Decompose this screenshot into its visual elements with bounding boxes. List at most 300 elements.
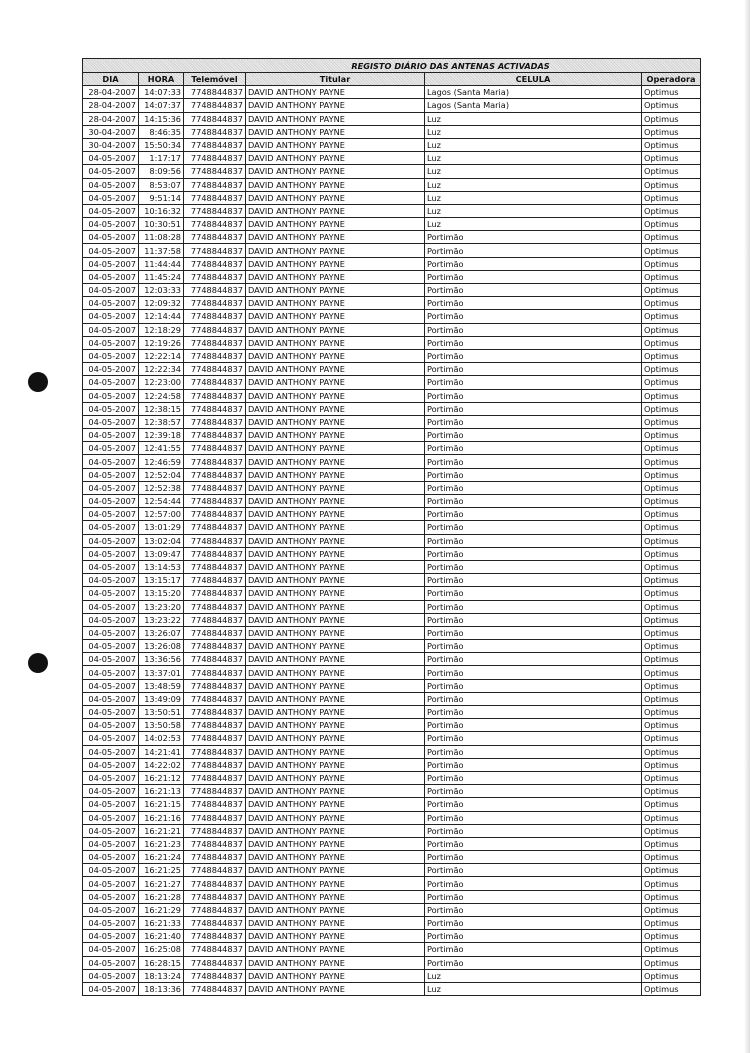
table-row: [83, 363, 701, 376]
cell-titular: DAVID ANTHONY PAYNE: [246, 86, 425, 99]
cell-celula: Portimão: [425, 402, 642, 415]
cell-hora: 13:02:04: [139, 534, 184, 547]
cell-titular: DAVID ANTHONY PAYNE: [246, 534, 425, 547]
table-row: [83, 890, 701, 903]
table-row: [83, 86, 701, 99]
cell-celula: Portimão: [425, 336, 642, 349]
cell-telemovel: 7748844837: [184, 125, 246, 138]
cell-telemovel: 7748844837: [184, 692, 246, 705]
cell-telemovel: 7748844837: [184, 851, 246, 864]
cell-hora: 11:45:24: [139, 270, 184, 283]
cell-operadora: Optimus: [642, 640, 701, 653]
cell-titular: DAVID ANTHONY PAYNE: [246, 719, 425, 732]
table-row: [83, 429, 701, 442]
cell-telemovel: 7748844837: [184, 574, 246, 587]
cell-titular: DAVID ANTHONY PAYNE: [246, 125, 425, 138]
cell-operadora: Optimus: [642, 560, 701, 573]
cell-titular: DAVID ANTHONY PAYNE: [246, 758, 425, 771]
cell-dia: 04-05-2007: [83, 363, 139, 376]
cell-operadora: Optimus: [642, 270, 701, 283]
cell-telemovel: 7748844837: [184, 811, 246, 824]
cell-dia: 04-05-2007: [83, 389, 139, 402]
cell-celula: Portimão: [425, 917, 642, 930]
cell-hora: 15:50:34: [139, 138, 184, 151]
cell-titular: DAVID ANTHONY PAYNE: [246, 982, 425, 995]
cell-operadora: Optimus: [642, 732, 701, 745]
cell-titular: DAVID ANTHONY PAYNE: [246, 969, 425, 982]
cell-dia: 04-05-2007: [83, 798, 139, 811]
cell-titular: DAVID ANTHONY PAYNE: [246, 956, 425, 969]
cell-telemovel: 7748844837: [184, 969, 246, 982]
cell-operadora: Optimus: [642, 534, 701, 547]
cell-telemovel: 7748844837: [184, 323, 246, 336]
cell-hora: 16:21:33: [139, 917, 184, 930]
cell-operadora: Optimus: [642, 824, 701, 837]
cell-hora: 12:54:44: [139, 495, 184, 508]
cell-operadora: Optimus: [642, 442, 701, 455]
cell-dia: 04-05-2007: [83, 560, 139, 573]
cell-telemovel: 7748844837: [184, 165, 246, 178]
cell-operadora: Optimus: [642, 982, 701, 995]
table-row: [83, 204, 701, 217]
col-header-telemovel: Telemóvel: [184, 73, 246, 86]
cell-titular: DAVID ANTHONY PAYNE: [246, 917, 425, 930]
cell-titular: DAVID ANTHONY PAYNE: [246, 257, 425, 270]
cell-operadora: Optimus: [642, 310, 701, 323]
cell-telemovel: 7748844837: [184, 257, 246, 270]
cell-hora: 13:15:20: [139, 587, 184, 600]
cell-hora: 12:38:15: [139, 402, 184, 415]
cell-titular: DAVID ANTHONY PAYNE: [246, 547, 425, 560]
cell-hora: 16:25:08: [139, 943, 184, 956]
cell-operadora: Optimus: [642, 719, 701, 732]
cell-telemovel: 7748844837: [184, 244, 246, 257]
cell-dia: 04-05-2007: [83, 231, 139, 244]
cell-hora: 10:30:51: [139, 218, 184, 231]
cell-telemovel: 7748844837: [184, 204, 246, 217]
cell-celula: Portimão: [425, 560, 642, 573]
cell-celula: Portimão: [425, 481, 642, 494]
cell-telemovel: 7748844837: [184, 481, 246, 494]
table-body: [83, 86, 701, 996]
table-row: [83, 534, 701, 547]
cell-operadora: Optimus: [642, 692, 701, 705]
cell-titular: DAVID ANTHONY PAYNE: [246, 679, 425, 692]
cell-celula: Portimão: [425, 297, 642, 310]
table-row: [83, 943, 701, 956]
cell-dia: 04-05-2007: [83, 284, 139, 297]
cell-hora: 12:39:18: [139, 429, 184, 442]
cell-telemovel: 7748844837: [184, 86, 246, 99]
cell-titular: DAVID ANTHONY PAYNE: [246, 864, 425, 877]
cell-titular: DAVID ANTHONY PAYNE: [246, 706, 425, 719]
cell-hora: 13:37:01: [139, 666, 184, 679]
cell-operadora: Optimus: [642, 468, 701, 481]
cell-operadora: Optimus: [642, 481, 701, 494]
cell-titular: DAVID ANTHONY PAYNE: [246, 270, 425, 283]
cell-titular: DAVID ANTHONY PAYNE: [246, 600, 425, 613]
cell-celula: Portimão: [425, 455, 642, 468]
cell-hora: 12:03:33: [139, 284, 184, 297]
table-row: [83, 811, 701, 824]
table-row: [83, 415, 701, 428]
cell-telemovel: 7748844837: [184, 837, 246, 850]
cell-titular: DAVID ANTHONY PAYNE: [246, 138, 425, 151]
cell-hora: 13:23:22: [139, 613, 184, 626]
cell-dia: 04-05-2007: [83, 890, 139, 903]
cell-dia: 04-05-2007: [83, 930, 139, 943]
cell-operadora: Optimus: [642, 837, 701, 850]
cell-telemovel: 7748844837: [184, 745, 246, 758]
cell-dia: 04-05-2007: [83, 244, 139, 257]
cell-telemovel: 7748844837: [184, 455, 246, 468]
cell-celula: Portimão: [425, 771, 642, 784]
table-row: [83, 442, 701, 455]
cell-titular: DAVID ANTHONY PAYNE: [246, 191, 425, 204]
cell-hora: 12:46:59: [139, 455, 184, 468]
cell-telemovel: 7748844837: [184, 547, 246, 560]
cell-celula: Portimão: [425, 732, 642, 745]
cell-telemovel: 7748844837: [184, 178, 246, 191]
cell-celula: Lagos (Santa Maria): [425, 99, 642, 112]
cell-titular: DAVID ANTHONY PAYNE: [246, 851, 425, 864]
cell-operadora: Optimus: [642, 679, 701, 692]
cell-telemovel: 7748844837: [184, 864, 246, 877]
cell-operadora: Optimus: [642, 666, 701, 679]
cell-titular: DAVID ANTHONY PAYNE: [246, 152, 425, 165]
cell-hora: 12:09:32: [139, 297, 184, 310]
cell-telemovel: 7748844837: [184, 758, 246, 771]
cell-hora: 16:21:24: [139, 851, 184, 864]
cell-titular: DAVID ANTHONY PAYNE: [246, 442, 425, 455]
cell-dia: 04-05-2007: [83, 204, 139, 217]
cell-telemovel: 7748844837: [184, 310, 246, 323]
cell-hora: 12:19:26: [139, 336, 184, 349]
cell-hora: 13:50:58: [139, 719, 184, 732]
cell-hora: 8:53:07: [139, 178, 184, 191]
cell-celula: Luz: [425, 204, 642, 217]
cell-celula: Portimão: [425, 574, 642, 587]
cell-celula: Portimão: [425, 758, 642, 771]
cell-operadora: Optimus: [642, 877, 701, 890]
cell-dia: 04-05-2007: [83, 903, 139, 916]
cell-celula: Portimão: [425, 837, 642, 850]
col-header-celula: CELULA: [425, 73, 642, 86]
cell-hora: 14:07:33: [139, 86, 184, 99]
cell-dia: 04-05-2007: [83, 956, 139, 969]
cell-operadora: Optimus: [642, 244, 701, 257]
cell-titular: DAVID ANTHONY PAYNE: [246, 613, 425, 626]
cell-dia: 04-05-2007: [83, 653, 139, 666]
cell-titular: DAVID ANTHONY PAYNE: [246, 890, 425, 903]
cell-hora: 12:57:00: [139, 508, 184, 521]
cell-titular: DAVID ANTHONY PAYNE: [246, 244, 425, 257]
table-row: [83, 402, 701, 415]
cell-celula: Portimão: [425, 429, 642, 442]
cell-telemovel: 7748844837: [184, 442, 246, 455]
table-row: [83, 719, 701, 732]
cell-telemovel: 7748844837: [184, 587, 246, 600]
cell-operadora: Optimus: [642, 191, 701, 204]
table-row: [83, 125, 701, 138]
cell-telemovel: 7748844837: [184, 336, 246, 349]
cell-dia: 28-04-2007: [83, 112, 139, 125]
cell-operadora: Optimus: [642, 864, 701, 877]
cell-telemovel: 7748844837: [184, 508, 246, 521]
cell-operadora: Optimus: [642, 178, 701, 191]
cell-dia: 04-05-2007: [83, 692, 139, 705]
cell-operadora: Optimus: [642, 969, 701, 982]
table-row: [83, 191, 701, 204]
cell-titular: DAVID ANTHONY PAYNE: [246, 231, 425, 244]
cell-hora: 14:15:36: [139, 112, 184, 125]
cell-dia: 04-05-2007: [83, 508, 139, 521]
cell-dia: 04-05-2007: [83, 218, 139, 231]
cell-dia: 04-05-2007: [83, 310, 139, 323]
cell-telemovel: 7748844837: [184, 521, 246, 534]
cell-operadora: Optimus: [642, 376, 701, 389]
cell-hora: 16:21:16: [139, 811, 184, 824]
col-header-titular: Titular: [246, 73, 425, 86]
cell-titular: DAVID ANTHONY PAYNE: [246, 574, 425, 587]
table-row: [83, 864, 701, 877]
cell-celula: Portimão: [425, 824, 642, 837]
cell-operadora: Optimus: [642, 284, 701, 297]
table-row: [83, 257, 701, 270]
cell-titular: DAVID ANTHONY PAYNE: [246, 692, 425, 705]
cell-dia: 04-05-2007: [83, 297, 139, 310]
cell-hora: 16:21:12: [139, 771, 184, 784]
cell-celula: Portimão: [425, 943, 642, 956]
cell-celula: Luz: [425, 138, 642, 151]
cell-hora: 13:26:08: [139, 640, 184, 653]
table-row: [83, 574, 701, 587]
cell-titular: DAVID ANTHONY PAYNE: [246, 99, 425, 112]
cell-titular: DAVID ANTHONY PAYNE: [246, 930, 425, 943]
cell-celula: Portimão: [425, 363, 642, 376]
cell-hora: 12:52:38: [139, 481, 184, 494]
cell-dia: 04-05-2007: [83, 547, 139, 560]
table-row: [83, 270, 701, 283]
table-row: [83, 218, 701, 231]
cell-dia: 04-05-2007: [83, 600, 139, 613]
cell-dia: 04-05-2007: [83, 165, 139, 178]
cell-titular: DAVID ANTHONY PAYNE: [246, 429, 425, 442]
cell-titular: DAVID ANTHONY PAYNE: [246, 521, 425, 534]
page-edge-shadow: [744, 0, 750, 1053]
cell-hora: 12:41:55: [139, 442, 184, 455]
cell-dia: 04-05-2007: [83, 429, 139, 442]
cell-telemovel: 7748844837: [184, 297, 246, 310]
table-title: REGISTO DIÁRIO DAS ANTENAS ACTIVADAS: [83, 59, 701, 73]
cell-telemovel: 7748844837: [184, 218, 246, 231]
cell-telemovel: 7748844837: [184, 402, 246, 415]
cell-titular: DAVID ANTHONY PAYNE: [246, 284, 425, 297]
table-row: [83, 99, 701, 112]
cell-operadora: Optimus: [642, 86, 701, 99]
cell-operadora: Optimus: [642, 152, 701, 165]
cell-telemovel: 7748844837: [184, 600, 246, 613]
cell-operadora: Optimus: [642, 415, 701, 428]
cell-hora: 18:13:24: [139, 969, 184, 982]
cell-telemovel: 7748844837: [184, 349, 246, 362]
cell-hora: 16:21:13: [139, 785, 184, 798]
cell-celula: Lagos (Santa Maria): [425, 86, 642, 99]
cell-celula: Portimão: [425, 706, 642, 719]
cell-dia: 04-05-2007: [83, 534, 139, 547]
table-row: [83, 930, 701, 943]
cell-hora: 12:22:14: [139, 349, 184, 362]
cell-dia: 04-05-2007: [83, 785, 139, 798]
cell-celula: Portimão: [425, 270, 642, 283]
cell-operadora: Optimus: [642, 521, 701, 534]
table-row: [83, 468, 701, 481]
cell-dia: 04-05-2007: [83, 758, 139, 771]
cell-titular: DAVID ANTHONY PAYNE: [246, 349, 425, 362]
cell-operadora: Optimus: [642, 943, 701, 956]
cell-celula: Portimão: [425, 798, 642, 811]
cell-titular: DAVID ANTHONY PAYNE: [246, 112, 425, 125]
cell-titular: DAVID ANTHONY PAYNE: [246, 178, 425, 191]
table-row: [83, 732, 701, 745]
cell-titular: DAVID ANTHONY PAYNE: [246, 336, 425, 349]
cell-celula: Luz: [425, 969, 642, 982]
cell-celula: Portimão: [425, 244, 642, 257]
table-row: [83, 336, 701, 349]
cell-dia: 04-05-2007: [83, 943, 139, 956]
cell-telemovel: 7748844837: [184, 719, 246, 732]
cell-telemovel: 7748844837: [184, 679, 246, 692]
cell-dia: 04-05-2007: [83, 481, 139, 494]
cell-celula: Portimão: [425, 495, 642, 508]
cell-operadora: Optimus: [642, 917, 701, 930]
table-row: [83, 323, 701, 336]
cell-celula: Portimão: [425, 547, 642, 560]
cell-celula: Portimão: [425, 653, 642, 666]
cell-titular: DAVID ANTHONY PAYNE: [246, 877, 425, 890]
table-row: [83, 112, 701, 125]
cell-celula: Luz: [425, 112, 642, 125]
cell-hora: 12:24:58: [139, 389, 184, 402]
table-row: [83, 547, 701, 560]
cell-dia: 04-05-2007: [83, 402, 139, 415]
cell-titular: DAVID ANTHONY PAYNE: [246, 785, 425, 798]
cell-operadora: Optimus: [642, 956, 701, 969]
cell-celula: Portimão: [425, 231, 642, 244]
cell-dia: 04-05-2007: [83, 732, 139, 745]
table-row: [83, 349, 701, 362]
cell-operadora: Optimus: [642, 204, 701, 217]
cell-operadora: Optimus: [642, 389, 701, 402]
table-row: [83, 178, 701, 191]
cell-telemovel: 7748844837: [184, 270, 246, 283]
table-row: [83, 231, 701, 244]
cell-operadora: Optimus: [642, 336, 701, 349]
table-row: [83, 903, 701, 916]
cell-dia: 04-05-2007: [83, 811, 139, 824]
cell-titular: DAVID ANTHONY PAYNE: [246, 468, 425, 481]
cell-telemovel: 7748844837: [184, 468, 246, 481]
cell-hora: 12:14:44: [139, 310, 184, 323]
cell-telemovel: 7748844837: [184, 706, 246, 719]
cell-titular: DAVID ANTHONY PAYNE: [246, 402, 425, 415]
cell-telemovel: 7748844837: [184, 191, 246, 204]
cell-hora: 16:21:28: [139, 890, 184, 903]
table-row: [83, 600, 701, 613]
cell-telemovel: 7748844837: [184, 785, 246, 798]
cell-dia: 04-05-2007: [83, 877, 139, 890]
cell-operadora: Optimus: [642, 930, 701, 943]
cell-telemovel: 7748844837: [184, 231, 246, 244]
cell-operadora: Optimus: [642, 218, 701, 231]
cell-telemovel: 7748844837: [184, 943, 246, 956]
cell-titular: DAVID ANTHONY PAYNE: [246, 943, 425, 956]
cell-dia: 04-05-2007: [83, 455, 139, 468]
table-row: [83, 389, 701, 402]
cell-telemovel: 7748844837: [184, 824, 246, 837]
cell-celula: Portimão: [425, 521, 642, 534]
cell-titular: DAVID ANTHONY PAYNE: [246, 389, 425, 402]
cell-dia: 04-05-2007: [83, 270, 139, 283]
cell-celula: Portimão: [425, 349, 642, 362]
cell-hora: 13:15:17: [139, 574, 184, 587]
cell-titular: DAVID ANTHONY PAYNE: [246, 376, 425, 389]
cell-hora: 14:02:53: [139, 732, 184, 745]
table-row: [83, 666, 701, 679]
cell-telemovel: 7748844837: [184, 389, 246, 402]
cell-operadora: Optimus: [642, 745, 701, 758]
cell-operadora: Optimus: [642, 890, 701, 903]
cell-titular: DAVID ANTHONY PAYNE: [246, 218, 425, 231]
cell-titular: DAVID ANTHONY PAYNE: [246, 587, 425, 600]
cell-telemovel: 7748844837: [184, 903, 246, 916]
table-row: [83, 653, 701, 666]
cell-hora: 11:08:28: [139, 231, 184, 244]
cell-titular: DAVID ANTHONY PAYNE: [246, 653, 425, 666]
cell-operadora: Optimus: [642, 771, 701, 784]
cell-celula: Portimão: [425, 692, 642, 705]
table-row: [83, 455, 701, 468]
cell-celula: Portimão: [425, 626, 642, 639]
cell-hora: 14:22:02: [139, 758, 184, 771]
cell-telemovel: 7748844837: [184, 930, 246, 943]
cell-dia: 28-04-2007: [83, 99, 139, 112]
cell-hora: 13:26:07: [139, 626, 184, 639]
cell-dia: 04-05-2007: [83, 574, 139, 587]
cell-celula: Portimão: [425, 389, 642, 402]
cell-operadora: Optimus: [642, 297, 701, 310]
table-row: [83, 877, 701, 890]
cell-telemovel: 7748844837: [184, 798, 246, 811]
cell-titular: DAVID ANTHONY PAYNE: [246, 481, 425, 494]
cell-telemovel: 7748844837: [184, 152, 246, 165]
table-row: [83, 969, 701, 982]
cell-dia: 04-05-2007: [83, 376, 139, 389]
table-row: [83, 152, 701, 165]
cell-hora: 16:21:21: [139, 824, 184, 837]
col-header-dia: DIA: [83, 73, 139, 86]
table-row: [83, 297, 701, 310]
cell-operadora: Optimus: [642, 402, 701, 415]
cell-operadora: Optimus: [642, 706, 701, 719]
cell-operadora: Optimus: [642, 903, 701, 916]
cell-titular: DAVID ANTHONY PAYNE: [246, 626, 425, 639]
cell-dia: 04-05-2007: [83, 917, 139, 930]
punch-hole: [28, 653, 48, 673]
cell-dia: 04-05-2007: [83, 745, 139, 758]
table-row: [83, 521, 701, 534]
table-row: [83, 851, 701, 864]
